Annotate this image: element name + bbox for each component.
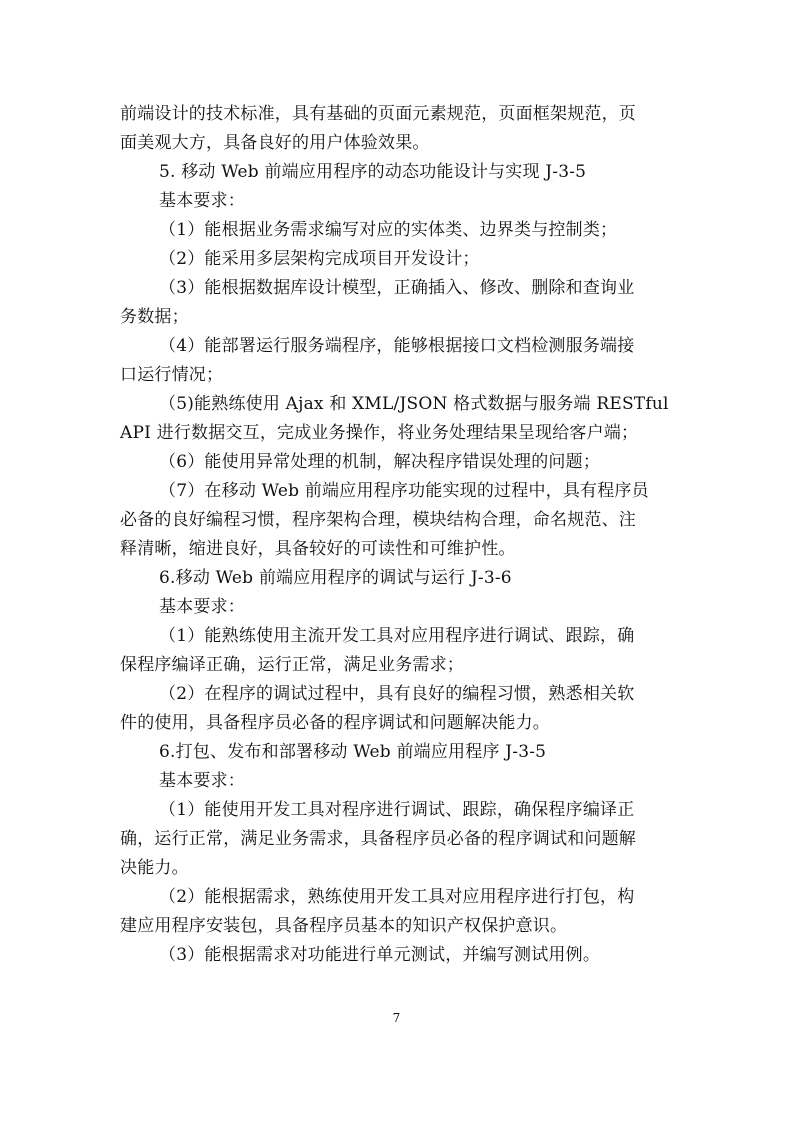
s6b-item3-line1: （3）能根据需求对功能进行单元测试，并编写测试用例。 — [159, 945, 601, 965]
s6b-item1-line1: （1）能使用开发工具对程序进行调试、跟踪，确保程序编译正 — [159, 800, 635, 820]
s6a-item2-line1: （2）在程序的调试过程中，具有良好的编程习惯，熟悉相关软 — [159, 684, 635, 704]
section-6b-title: 6.打包、发布和部署移动 Web 前端应用程序 J-3-5 — [159, 742, 547, 762]
intro-line-2: 面美观大方，具备良好的用户体验效果。 — [120, 133, 430, 153]
s5-item7-line2: 必备的良好编程习惯，程序架构合理，模块结构合理，命名规范、注 — [120, 510, 636, 530]
s5-item3-line2: 务数据； — [120, 307, 189, 327]
s5-item7-line3: 释清晰，缩进良好，具备较好的可读性和可维护性。 — [120, 539, 516, 559]
s6a-item1-line2: 保程序编译正确，运行正常，满足业务需求； — [120, 655, 464, 675]
s6b-item2-line2: 建应用程序安装包，具备程序员基本的知识产权保护意识。 — [120, 916, 568, 936]
s5-item6-line1: （6）能使用异常处理的机制，解决程序错误处理的问题； — [159, 452, 601, 472]
s6b-item1-line2: 确，运行正常，满足业务需求，具备程序员必备的程序调试和问题解 — [120, 829, 636, 849]
s5-item2-line1: （2）能采用多层架构完成项目开发设计； — [159, 249, 480, 269]
section-5-req-label: 基本要求： — [159, 191, 245, 211]
s5-item1-line1: （1）能根据业务需求编写对应的实体类、边界类与控制类； — [159, 220, 618, 240]
section-5-title: 5. 移动 Web 前端应用程序的动态功能设计与实现 J-3-5 — [159, 162, 587, 182]
page-number: 7 — [392, 1011, 401, 1025]
s5-item5-line1: （5)能熟练使用 Ajax 和 XML/JSON 格式数据与服务端 RESTful — [159, 394, 669, 414]
s6a-item2-line2: 件的使用，具备程序员必备的程序调试和问题解决能力。 — [120, 713, 550, 733]
s5-item7-line1: （7）在移动 Web 前端应用程序功能实现的过程中，具有程序员 — [159, 481, 649, 501]
s5-item5-line2: API 进行数据交互，完成业务操作，将业务处理结果呈现给客户端； — [120, 423, 639, 443]
s6a-item1-line1: （1）能熟练使用主流开发工具对应用程序进行调试、跟踪，确 — [159, 626, 635, 646]
section-6a-title: 6.移动 Web 前端应用程序的调试与运行 J-3-6 — [159, 568, 512, 588]
section-6b-req-label: 基本要求： — [159, 771, 245, 791]
section-6a-req-label: 基本要求： — [159, 597, 245, 617]
s6b-item2-line1: （2）能根据需求，熟练使用开发工具对应用程序进行打包，构 — [159, 887, 635, 907]
s6b-item1-line3: 决能力。 — [120, 858, 189, 878]
s5-item3-line1: （3）能根据数据库设计模型，正确插入、修改、删除和查询业 — [159, 278, 635, 298]
s5-item4-line1: （4）能部署运行服务端程序，能够根据接口文档检测服务端接 — [159, 336, 635, 356]
intro-line-1: 前端设计的技术标准，具有基础的页面元素规范，页面框架规范，页 — [120, 104, 636, 124]
s5-item4-line2: 口运行情况； — [120, 365, 224, 385]
